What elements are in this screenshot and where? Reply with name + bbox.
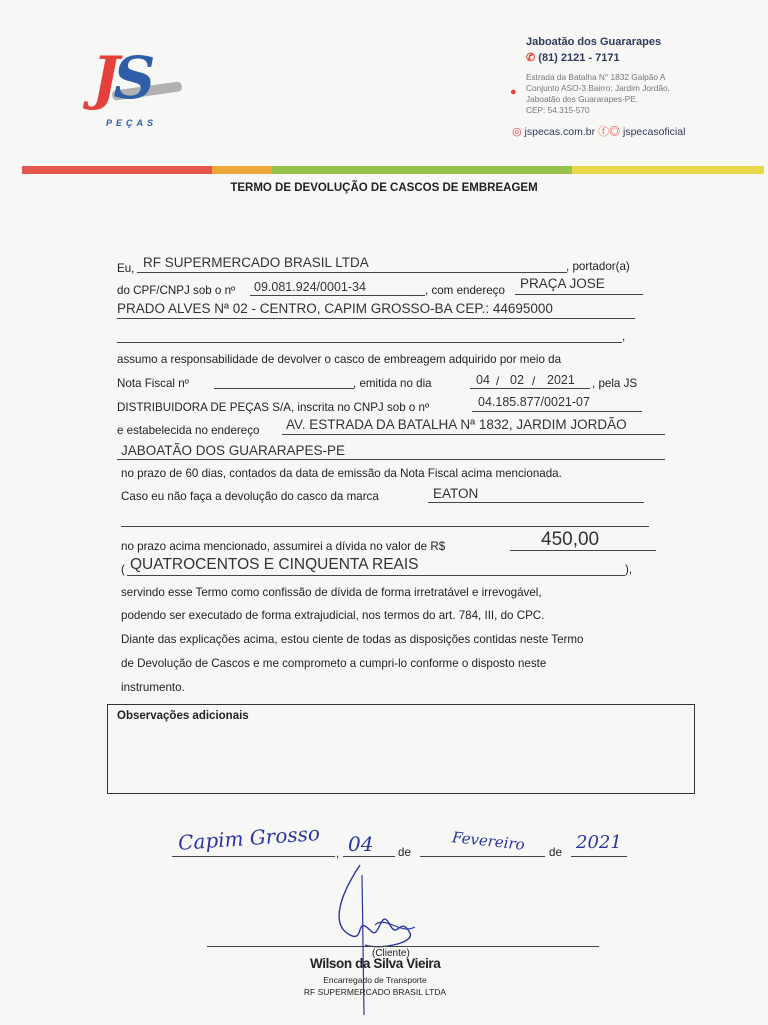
endereco-field-continued: PRADO ALVES Nª 02 - CENTRO, CAPIM GROSSO-BA CEP.: 44695000	[117, 301, 553, 316]
blank-underline	[117, 342, 622, 343]
nota-fiscal-underline	[214, 388, 354, 389]
estabelecida-underline-2	[117, 459, 665, 460]
address-line: CEP: 54.315-570	[526, 105, 590, 115]
observacoes-label: Observações adicionais	[117, 710, 249, 722]
signer-role: Encarregado de Transporte	[323, 975, 427, 985]
address-line: Conjunto ASO-3 Bairro: Jardim Jordão,	[526, 83, 670, 93]
name-field: RF SUPERMERCADO BRASIL LTDA	[143, 255, 369, 270]
cpf-field: 09.081.924/0001-34	[254, 280, 366, 294]
valor-extenso-field: QUATROCENTOS E CINQUENTA REAIS	[130, 556, 419, 573]
marca-field: EATON	[433, 486, 479, 501]
contact-address	[526, 72, 736, 116]
signer-company: RF SUPERMERCADO BRASIL LTDA	[303, 987, 447, 997]
de-label: de	[549, 846, 562, 859]
paren-close: ),	[625, 563, 633, 576]
handwritten-year: 2021	[576, 832, 622, 853]
handwritten-signature	[320, 855, 440, 1025]
header-color-bar-green	[272, 166, 572, 174]
endereco-field: PRAÇA JOSE	[520, 276, 605, 291]
blank-underline-2	[121, 526, 649, 527]
company-logo	[92, 44, 149, 112]
de-label: de	[398, 846, 411, 859]
cpf-underline	[250, 295, 425, 296]
cpf-label: do CPF/CNPJ sob o nº	[117, 284, 236, 297]
city-underline	[172, 856, 335, 857]
header-color-bar-red	[22, 166, 212, 174]
body-line: Diante das explicações acima, estou ciente de todas as disposições contidas neste Termo	[121, 633, 584, 646]
estabelecida-field-continued: JABOATÃO DOS GUARARAPES-PE	[121, 443, 346, 458]
contact-web-row	[512, 123, 685, 139]
body-line: de Devolução de Cascos e me comprometo a cumpri-lo conforme o disposto neste	[121, 657, 547, 670]
valor-extenso-underline	[127, 575, 625, 576]
location-pin-icon: ●	[510, 86, 517, 98]
contact-phone-row	[526, 51, 620, 64]
website-text: jspecas.com.br	[524, 126, 596, 138]
endereco-underline-2	[117, 318, 635, 319]
name-underline	[137, 272, 567, 273]
contact-phone: (81) 2121 - 7171	[538, 52, 620, 64]
date-slash: /	[496, 375, 500, 388]
divida-label: no prazo acima mencionado, assumirei a dívida no valor de R$	[121, 540, 446, 553]
date-underline	[470, 388, 590, 389]
social-handle: jspecasoficial	[622, 126, 686, 138]
pela-label: , pela JS	[592, 377, 638, 390]
contact-city: Jaboatão dos Guararapes	[526, 36, 662, 48]
eu-label: Eu,	[117, 262, 135, 275]
phone-icon: ✆	[526, 52, 536, 64]
comma: ,	[336, 847, 340, 860]
prazo-text: no prazo de 60 dias, contados da data de emissão da Nota Fiscal acima mencionada.	[121, 467, 562, 480]
endereco-underline	[515, 294, 643, 295]
date-year-field: 2021	[547, 373, 575, 387]
year-underline	[571, 856, 627, 857]
address-line: Jaboatão dos Guararapes-PE.	[526, 94, 639, 104]
estabelecida-underline	[282, 434, 665, 435]
marca-underline	[428, 502, 644, 503]
distribuidora-text: DISTRIBUIDORA DE PEÇAS S/A, inscrita no CNPJ sob o nº	[117, 401, 430, 414]
cliente-label: (Cliente)	[372, 948, 410, 959]
endereco-label: , com endereço	[425, 284, 505, 297]
cnpj-underline	[472, 411, 642, 412]
cnpj-field: 04.185.877/0021-07	[478, 395, 590, 409]
estabelecida-label: e estabelecida no endereço	[117, 424, 260, 437]
caso-label: Caso eu não faça a devolução do casco da marca	[121, 490, 379, 503]
handwritten-day: 04	[348, 832, 374, 856]
portador-label: , portador(a)	[566, 260, 630, 273]
date-month-field: 02	[510, 373, 524, 387]
instagram-icon: ◎	[512, 126, 522, 138]
header-color-bar-yellow	[572, 166, 764, 174]
emitida-label: , emitida no dia	[353, 377, 432, 390]
address-line: Estrada da Batalha N° 1832 Galpão A	[526, 72, 666, 82]
body-line: servindo esse Termo como confissão de dívida de forma irretratável e irrevogável,	[121, 586, 542, 599]
logo-letter-j: J	[92, 44, 114, 112]
header-color-bar-orange	[212, 166, 272, 174]
valor-field: 450,00	[541, 529, 600, 550]
logo-subtitle: PEÇAS	[106, 118, 158, 128]
estabelecida-field: AV. ESTRADA DA BATALHA Nª 1832, JARDIM JORDÃO	[286, 417, 627, 432]
date-slash: /	[532, 375, 536, 388]
signer-name: Wilson da Silva Vieira	[310, 956, 441, 971]
signature-line	[207, 946, 599, 947]
instagram-icon: ◎	[609, 126, 621, 138]
assumo-text: assumo a responsabilidade de devolver o casco de embreagem adquirido por meio da	[117, 353, 562, 366]
valor-underline	[510, 550, 656, 551]
date-day-field: 04	[476, 373, 490, 387]
handwritten-city: Capim Grosso	[177, 821, 321, 855]
facebook-icon: ⓕ	[598, 126, 610, 138]
paren-open: (	[121, 563, 125, 576]
body-line: podendo ser executado de forma extrajudicial, nos termos do art. 784, III, do CPC.	[121, 609, 545, 622]
comma: ,	[622, 330, 626, 343]
body-line: instrumento.	[121, 681, 185, 694]
document-title: TERMO DE DEVOLUÇÃO DE CASCOS DE EMBREAGEM	[230, 182, 538, 194]
nota-fiscal-label: Nota Fiscal nº	[117, 377, 189, 390]
logo-letter-s: S	[113, 44, 150, 112]
handwritten-month: Fevereiro	[451, 828, 526, 854]
